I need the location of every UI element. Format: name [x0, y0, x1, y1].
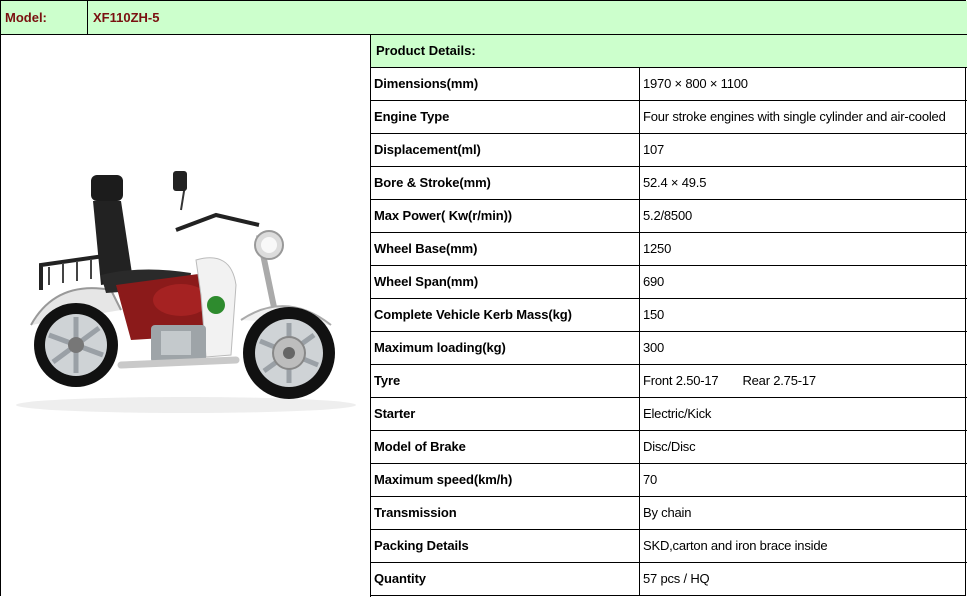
- spec-label: Starter: [371, 398, 640, 430]
- tricycle-image: [1, 35, 369, 595]
- spec-value: 1250: [643, 241, 672, 256]
- spec-value: 150: [643, 307, 665, 322]
- spec-row-wheel-base: [371, 233, 967, 266]
- spec-label: Engine Type: [371, 101, 640, 133]
- spec-label: Complete Vehicle Kerb Mass(kg): [371, 299, 640, 331]
- spec-label: Max Power( Kw(r/min)): [371, 200, 640, 232]
- spec-label: Quantity: [371, 563, 640, 595]
- model-row: [1, 1, 967, 35]
- spec-label: Displacement(ml): [371, 134, 640, 166]
- tyre-front: Front 2.50-17: [643, 373, 719, 388]
- spec-label: Wheel Span(mm): [371, 266, 640, 298]
- tyre-rear: Rear 2.75-17: [742, 373, 816, 388]
- spec-row-wheel-span: [371, 266, 967, 299]
- spec-row-transmission: [371, 497, 967, 530]
- spec-value: Four stroke engines with single cylinder and air-cooled: [643, 109, 946, 124]
- model-value: XF110ZH-5: [93, 10, 160, 25]
- spec-label: Transmission: [371, 497, 640, 529]
- spec-row-kerb-mass: [371, 299, 967, 332]
- spec-row-max-loading: [371, 332, 967, 365]
- spec-row-engine-type: [371, 101, 967, 134]
- model-label: Model:: [1, 1, 88, 34]
- spec-row-tyre: [371, 365, 967, 398]
- product-details-header: Product Details:: [371, 35, 967, 68]
- spec-value: 300: [643, 340, 665, 355]
- spec-row-brake: [371, 431, 967, 464]
- spec-label: Model of Brake: [371, 431, 640, 463]
- spec-row-dimensions: [371, 68, 967, 101]
- spec-label: Maximum loading(kg): [371, 332, 640, 364]
- spec-value: 690: [643, 274, 665, 289]
- spec-row-starter: [371, 398, 967, 431]
- spec-row-max-power: [371, 200, 967, 233]
- spec-label: Dimensions(mm): [371, 68, 640, 100]
- spec-row-quantity: [371, 563, 967, 596]
- spec-value: By chain: [643, 505, 692, 520]
- spec-value: [640, 365, 816, 397]
- spec-value: 1970 × 800 × 1100: [643, 76, 748, 91]
- spec-value: 107: [643, 142, 665, 157]
- spec-label: Packing Details: [371, 530, 640, 562]
- product-image-cell: [1, 35, 371, 597]
- spec-label: Tyre: [371, 365, 640, 397]
- spec-row-packing: [371, 530, 967, 563]
- spec-label: Wheel Base(mm): [371, 233, 640, 265]
- spec-value: Disc/Disc: [643, 439, 696, 454]
- spec-row-max-speed: [371, 464, 967, 497]
- spec-value: 57 pcs / HQ: [643, 571, 710, 586]
- spec-row-bore-stroke: [371, 167, 967, 200]
- spec-value: SKD,carton and iron brace inside: [643, 538, 828, 553]
- spec-value: Electric/Kick: [643, 406, 712, 421]
- spec-value: 5.2/8500: [643, 208, 693, 223]
- spec-row-displacement: [371, 134, 967, 167]
- spec-value: 52.4 × 49.5: [643, 175, 707, 190]
- spec-table: [371, 68, 967, 596]
- spec-value: 70: [643, 472, 658, 487]
- spec-label: Maximum speed(km/h): [371, 464, 640, 496]
- spec-label: Bore & Stroke(mm): [371, 167, 640, 199]
